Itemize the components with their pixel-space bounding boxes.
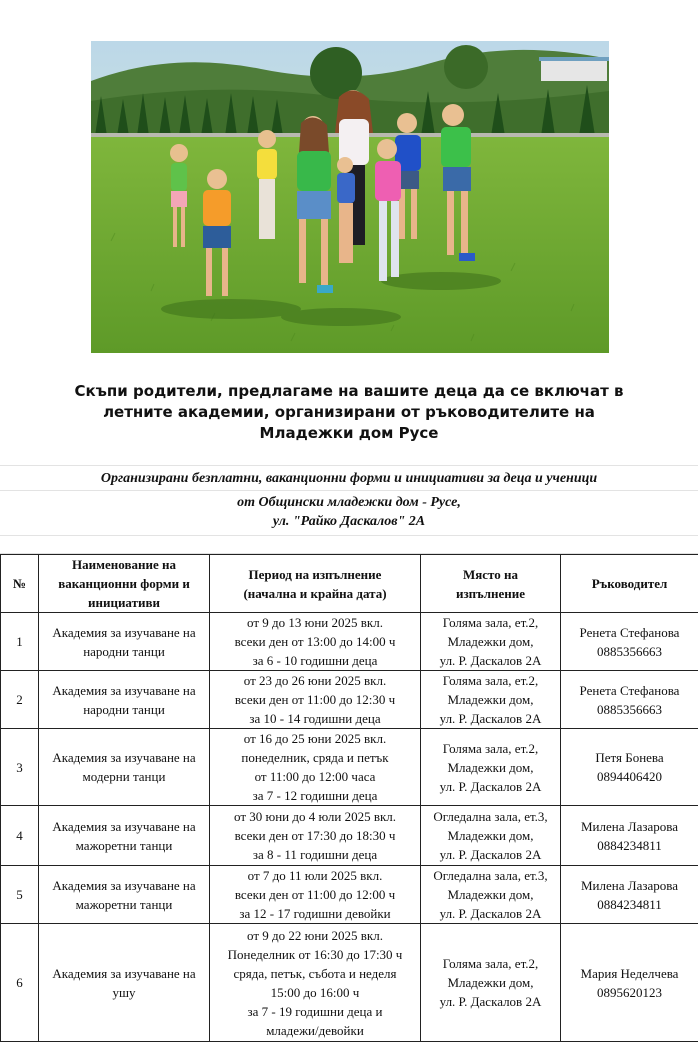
row-name: Академия за изучаване на мажоретни танци bbox=[39, 866, 210, 924]
row-name: Академия за изучаване на мажоретни танци bbox=[39, 806, 210, 866]
row-leader: Ренета Стефанова 0885356663 bbox=[561, 671, 698, 729]
table-row bbox=[1, 866, 698, 924]
row-place: Голяма зала, ет.2, Младежки дом, ул. Р. Даскалов 2А bbox=[421, 729, 561, 806]
header-period: Период на изпълнение (начална и крайна дата) bbox=[210, 555, 421, 613]
header-leader: Ръководител bbox=[561, 555, 698, 613]
subtitle-line-1: Организирани безплатни, ваканционни форми и инициативи за деца и ученици bbox=[0, 471, 698, 487]
schedule-table bbox=[0, 553, 698, 1042]
row-leader: Петя Бонева 0894406420 bbox=[561, 729, 698, 806]
row-num: 3 bbox=[1, 729, 39, 806]
table-row bbox=[1, 671, 698, 729]
hero-photo bbox=[91, 41, 609, 353]
table-row bbox=[1, 613, 698, 671]
row-period: от 9 до 13 юни 2025 вкл. всеки ден от 13:00 до 14:00 ч за 6 - 10 годишни деца bbox=[210, 613, 421, 671]
subtitle-line-3: ул. "Райко Даскалов" 2А bbox=[0, 514, 698, 530]
row-leader: Мария Неделчева 0895620123 bbox=[561, 924, 698, 1042]
header-num: № bbox=[1, 555, 39, 613]
row-period: от 16 до 25 юни 2025 вкл. понеделник, сряда и петък от 11:00 до 12:00 часа за 7 - 12 годишни деца bbox=[210, 729, 421, 806]
row-leader: Милена Лазарова 0884234811 bbox=[561, 806, 698, 866]
grid-line bbox=[0, 490, 698, 491]
row-period: от 30 юни до 4 юли 2025 вкл. всеки ден от 17:30 до 18:30 ч за 8 - 11 годишни деца bbox=[210, 806, 421, 866]
header-name: Наименование на ваканционни форми и инициативи bbox=[39, 555, 210, 613]
headline bbox=[60, 381, 638, 444]
row-place: Голяма зала, ет.2, Младежки дом, ул. Р. Даскалов 2А bbox=[421, 924, 561, 1042]
table-row bbox=[1, 729, 698, 806]
row-place: Огледална зала, ет.3, Младежки дом, ул. Р. Даскалов 2А bbox=[421, 806, 561, 866]
grid-line bbox=[0, 535, 698, 536]
row-num: 6 bbox=[1, 924, 39, 1042]
row-leader: Милена Лазарова 0884234811 bbox=[561, 866, 698, 924]
header-place: Място на изпълнение bbox=[421, 555, 561, 613]
headline-line-3: Младежки дом Русе bbox=[60, 423, 638, 444]
row-place: Голяма зала, ет.2, Младежки дом, ул. Р. Даскалов 2А bbox=[421, 671, 561, 729]
grid-line bbox=[0, 465, 698, 466]
row-place: Голяма зала, ет.2, Младежки дом, ул. Р. Даскалов 2А bbox=[421, 613, 561, 671]
row-num: 5 bbox=[1, 866, 39, 924]
table-row bbox=[1, 806, 698, 866]
row-name: Академия за изучаване на ушу bbox=[39, 924, 210, 1042]
row-name: Академия за изучаване на народни танци bbox=[39, 613, 210, 671]
row-period: от 23 до 26 юни 2025 вкл. всеки ден от 11:00 до 12:30 ч за 10 - 14 годишни деца bbox=[210, 671, 421, 729]
row-period: от 7 до 11 юли 2025 вкл. всеки ден от 11:00 до 12:00 ч за 12 - 17 годишни девойки bbox=[210, 866, 421, 924]
row-num: 1 bbox=[1, 613, 39, 671]
row-num: 4 bbox=[1, 806, 39, 866]
row-name: Академия за изучаване на модерни танци bbox=[39, 729, 210, 806]
headline-line-1: Скъпи родители, предлагаме на вашите деца да се включат в bbox=[60, 381, 638, 402]
row-place: Огледална зала, ет.3, Младежки дом, ул. Р. Даскалов 2А bbox=[421, 866, 561, 924]
row-leader: Ренета Стефанова 0885356663 bbox=[561, 613, 698, 671]
subtitle-line-2: от Общински младежки дом - Русе, bbox=[0, 495, 698, 511]
headline-line-2: летните академии, организирани от ръководителите на bbox=[60, 402, 638, 423]
row-num: 2 bbox=[1, 671, 39, 729]
table-header-row bbox=[1, 555, 698, 613]
row-name: Академия за изучаване на народни танци bbox=[39, 671, 210, 729]
row-period: от 9 до 22 юни 2025 вкл. Понеделник от 16:30 до 17:30 ч сряда, петък, събота и неделя 15:00 до 16:00 ч за 7 - 19 годишни деца и младежи/девойки bbox=[210, 924, 421, 1042]
